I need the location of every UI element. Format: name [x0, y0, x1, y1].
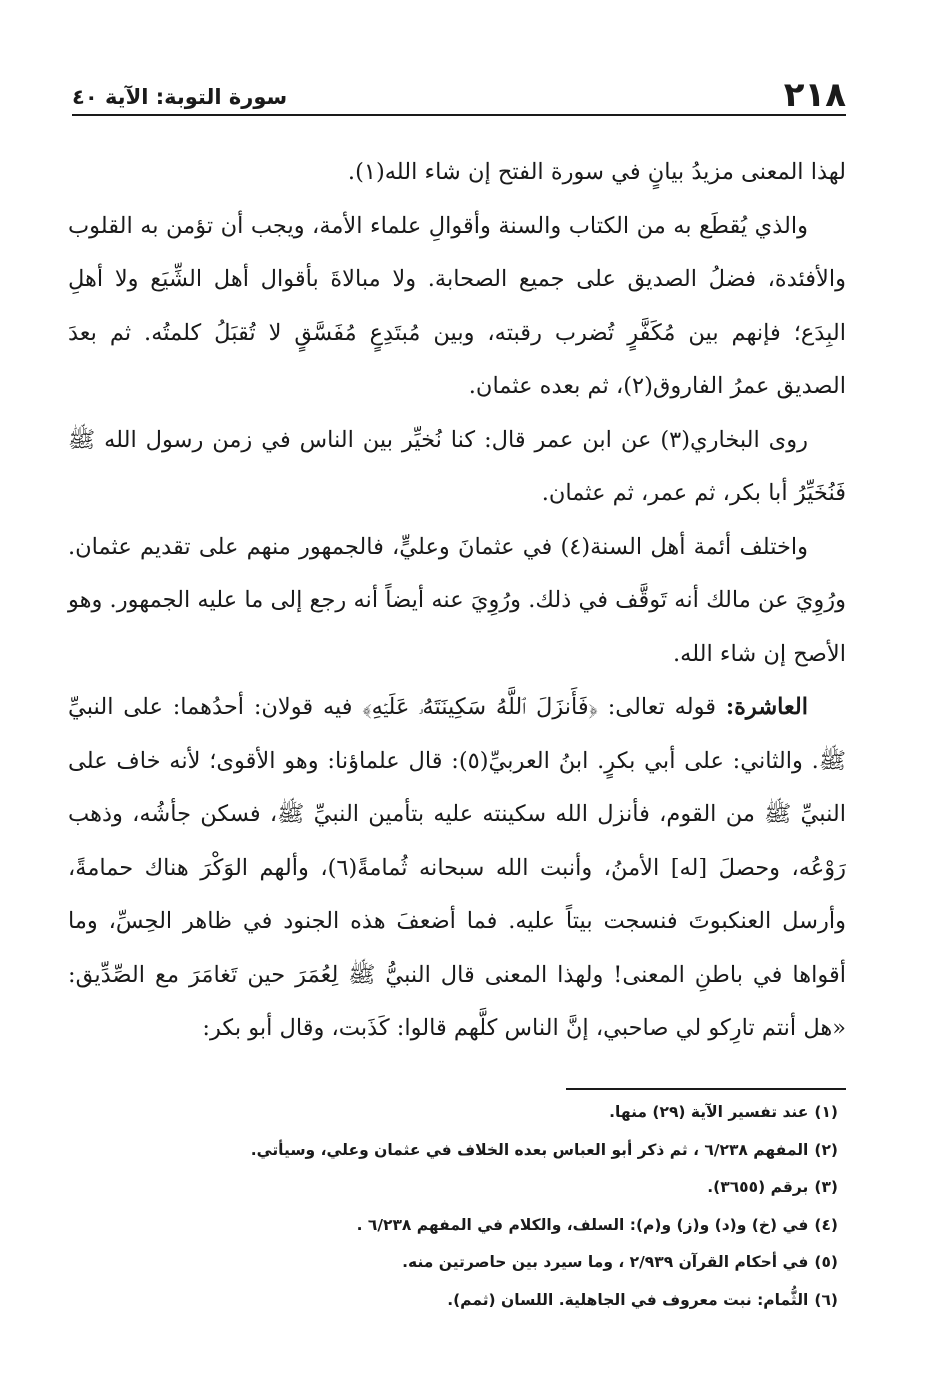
running-title: سورة التوبة: الآية ٤٠ [72, 85, 288, 109]
paragraph [68, 681, 846, 1056]
paragraph [68, 414, 846, 521]
footnote [100, 1244, 838, 1282]
footnote [100, 1169, 838, 1207]
footnote-number: (٤) [814, 1215, 838, 1234]
footnote-number: (٦) [814, 1290, 838, 1309]
footnote [100, 1207, 838, 1245]
footnotes [100, 1094, 838, 1319]
footnote-number: (٣) [814, 1178, 838, 1196]
main-text [68, 146, 846, 1056]
footnote-number: (٢) [814, 1140, 838, 1159]
footnote-text: في (خ) و(د) و(ز) و(م): السلف، والكلام في المفهم ٦/٢٣٨ . [356, 1215, 809, 1234]
footnote-divider [566, 1088, 846, 1090]
paragraph-text: والذي يُقطَع به من الكتاب والسنة وأقوالِ علماء الأمة، ويجب أن تؤمن به القلوب والأفئدة، فضلُ الصديق على جميع الصحابة. ولا مبالاةَ بأقوال أهل الشِّيَع ولا أهلِ البِدَع؛ فإنهم بين مُكَفَّرٍ تُضرب رقبته، وبين مُبتَدِعٍ مُفَسَّقٍ لا تُقبَلُ كلمتُه. ثم بعدَ الصديق عمرُ الفاروق(٢)، ثم بعده عثمان. [68, 212, 846, 399]
paragraph-text: قوله تعالى: ﴿فَأَنزَلَ ٱللَّهُ سَكِينَتَهُۥ عَلَيۡهِ﴾ فيه قولان: أحدُهما: على النبيِّ ﷺ. والثاني: على أبي بكرٍ. ابنُ العربيِّ(٥): قال علماؤنا: وهو الأقوى؛ لأنه خاف على النبيِّ ﷺ من القوم، فأنزل الله سكينته عليه بتأمين النبيِّ ﷺ، فسكن جأشُه، وذهب رَوْعُه، وحصلَ [له] الأمنُ، وأنبت الله سبحانه ثُمامةً(٦)، وألهم الوَكْرَ هناك حمامةً، وأرسل العنكبوتَ فنسجت بيتاً عليه. فما أضعفَ هذه الجنود في ظاهر الحِسِّ، وما أقواها في باطنِ المعنى! ولهذا المعنى قال النبيُّ ﷺ لِعُمَرَ حين تَغامَرَ مع الصِّدِّيق: «هل أنتم تارِكو لي صاحبي، إنَّ الناس كلَّهم قالوا: كَذَبت، وقال أبو بكر: [68, 694, 847, 1041]
paragraph-text: روى البخاري(٣) عن ابن عمر قال: كنا نُخيِّر بين الناس في زمن رسول الله ﷺ فَنُخَيِّرُ أبا بكر، ثم عمر، ثم عثمان. [68, 426, 846, 506]
footnote-number: (١) [814, 1103, 838, 1121]
footnote-text: برقم (٣٦٥٥). [707, 1178, 809, 1196]
footnote-text: الثُّمام: نبت معروف في الجاهلية. اللسان (ثمم). [447, 1290, 809, 1309]
paragraph [68, 200, 846, 414]
footnote-number: (٥) [814, 1253, 838, 1271]
footnote-text: عند تفسير الآية (٢٩) منها. [609, 1103, 809, 1121]
paragraph-lead: العاشرة: [725, 694, 808, 720]
footnote [100, 1132, 838, 1170]
footnote [100, 1094, 838, 1132]
page-number: ٢١٨ [783, 75, 846, 115]
page-header [72, 62, 846, 116]
footnote-text: المفهم ٦/٢٣٨ ، ثم ذكر أبو العباس بعده الخلاف في عثمان وعلي، وسيأتي. [250, 1140, 809, 1159]
paragraph-text: لهذا المعنى مزيدُ بيانٍ في سورة الفتح إن شاء الله(١). [347, 159, 846, 185]
paragraph [68, 146, 846, 200]
footnote-text: في أحكام القرآن ٢/٩٣٩ ، وما سيرد بين حاصرتين منه. [402, 1253, 809, 1271]
paragraph-text: واختلف أئمة أهل السنة(٤) في عثمانَ وعليٍّ، فالجمهور منهم على تقديم عثمان. ورُوِيَ عن مالك أنه تَوقَّف في ذلك. ورُوِيَ عنه أيضاً أنه رجع إلى ما عليه الجمهور. وهو الأصح إن شاء الله. [68, 533, 846, 667]
footnote [100, 1282, 838, 1320]
paragraph [68, 521, 846, 682]
